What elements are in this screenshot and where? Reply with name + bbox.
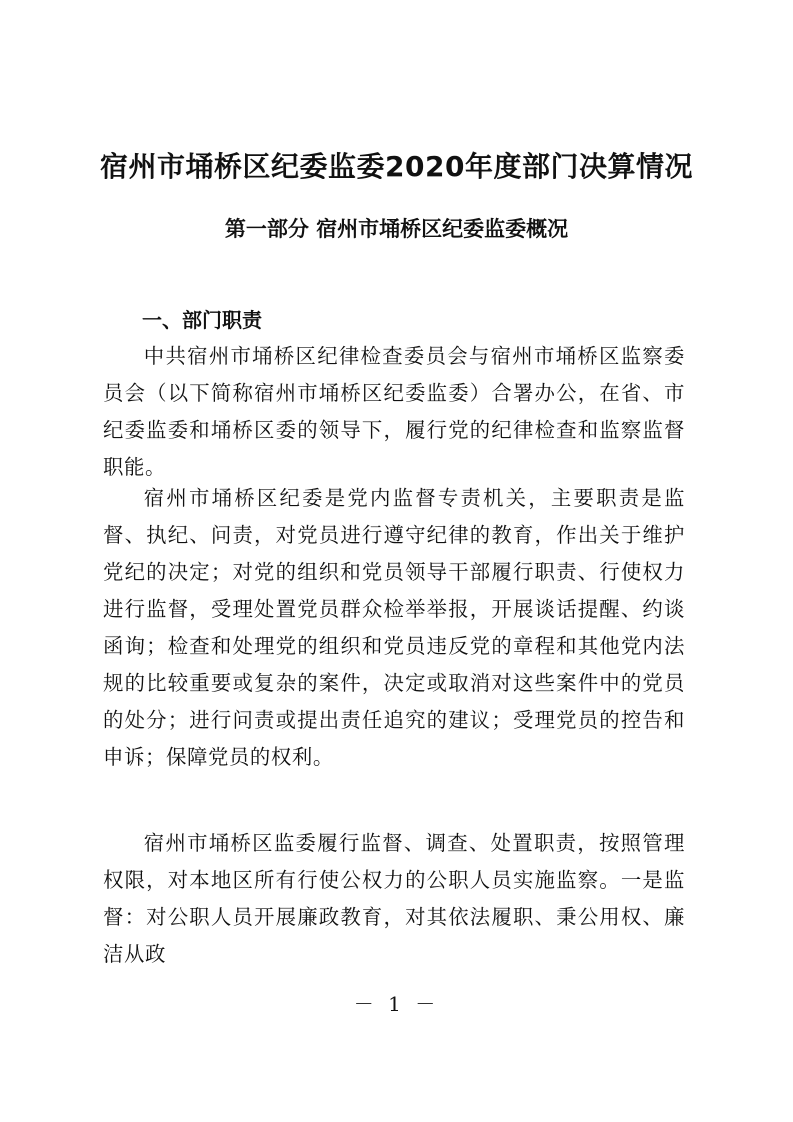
body-paragraph: 中共宿州市埇桥区纪律检查委员会与宿州市埇桥区监察委员会（以下简称宿州市埇桥区纪委监委）合署办公，在省、市纪委监委和埇桥区委的领导下，履行党的纪律检查和监察监督职能。 [103, 344, 685, 479]
part-heading: 第一部分 宿州市埇桥区纪委监委概况 [224, 217, 569, 241]
body-paragraph: 宿州市埇桥区纪委是党内监督专责机关，主要职责是监督、执纪、问责，对党员进行遵守纪律的教育，作出关于维护党纪的决定；对党的组织和党员领导干部履行职责、行使权力进行监督，受理处置党员群众检举举报，开展谈话提醒、约谈函询；检查和处理党的组织和党员违反党的章程和其他党内法规的比较重要或复杂的案件，决定或取消对这些案件中的党员的处分；进行问责或提出责任追究的建议；受理党员的控告和申诉；保障党员的权利。 [103, 486, 685, 769]
body-paragraph: 宿州市埇桥区监委履行监督、调查、处置职责，按照管理权限，对本地区所有行使公权力的公职人员实施监察。一是监督：对公职人员开展廉政教育，对其依法履职、秉公用权、廉洁从政 [103, 831, 685, 966]
page-number: － 1 － [353, 992, 440, 1016]
section-heading: 一、部门职责 [142, 308, 262, 332]
document-title: 宿州市埇桥区纪委监委2020年度部门决算情况 [100, 150, 693, 183]
